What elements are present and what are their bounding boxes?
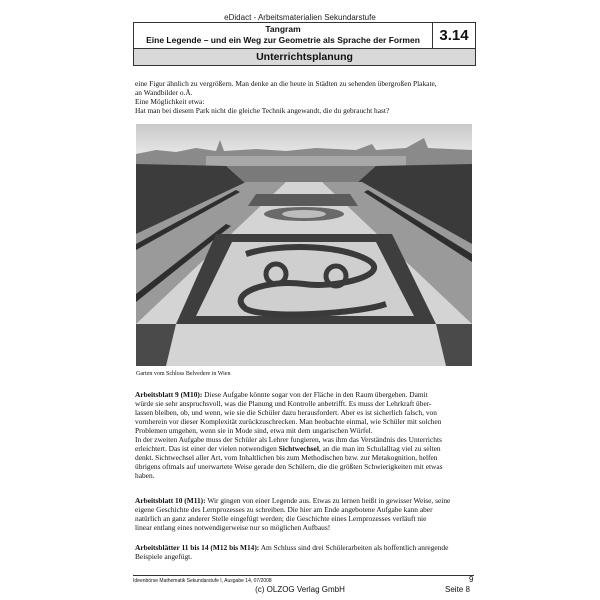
paragraph-line: würde sie sehr anspruchsvoll, was die Planung und Kontrolle anbetrifft. Es muss der Lehrkraft über- [135,399,432,408]
paragraph-label: Arbeitsblätter 11 bis 14 (M12 bis M14): [135,543,260,552]
paragraph-line: linear entlang eines notwendigerweise nur so möglichen Aufbaus! [135,523,331,532]
chapter-number: 3.14 [432,23,475,48]
emphasis-term: Sichtwechsel [278,444,319,453]
belvedere-garden-photo [136,124,472,366]
header-title [134,23,432,48]
intro-line: Hat man bei diesem Park nicht die gleiche Technik angewandt, die du gebraucht hast? [135,106,390,115]
paragraph-line: eigene Geschichte des Lernprozesses zu schreiben. Die hier am Ende angebotene Aufgabe kann aber [135,505,433,514]
paragraph-arbeitsblatt-9 [135,390,475,480]
paragraph-line: übrigens oftmals auf unerwartete Weise gerade den Schülern, die die größten Schwierigkeiten mit etwas [135,462,443,471]
intro-line: an Wandbilder o.Ä. [135,88,193,97]
paragraph-text: Wir gingen von einer Legende aus. Etwas zu lernen heißt in gewisser Weise, seine [205,496,451,505]
intro-paragraph [135,79,475,115]
header-title-line2: Eine Legende – und ein Weg zur Geometrie als Sprache der Formen [146,35,420,45]
paragraph-line: natürlich an ganz anderer Stelle eingefügt werden; die Geschichte eines Lernprozesses verläuft nie [135,514,427,523]
garden-illustration [136,124,472,366]
intro-line: eine Figur ähnlich zu vergrößern. Man denke an die heute in Städten zu sehenden übergroßen Plakate, [135,79,437,88]
site-banner: eDidact - Arbeitsmaterialien Sekundarstufe [224,13,376,22]
paragraph-line: denkt. Sichtwechsel aller Art, vom Inhaltlichen bis zum Methodischen bzw. zur Metakognition, helfen [135,453,438,462]
footer-source: Ideenbörse Mathematik Sekundarstufe I, Ausgabe 14, 07/2008 [133,578,272,584]
paragraph-arbeitsblatt-10 [135,496,475,532]
paragraph-line: In der zweiten Aufgabe muss der Schüler als Lehrer fungieren, was ihm das Verständnis des Unterrichts [135,435,442,444]
paragraph-label: Arbeitsblatt 10 (M11): [135,496,206,505]
paragraph-line: vornherein vor dieser Komplexität zurückzuschrecken. Man beobachte einmal, wie Schüler mit solchen [135,417,442,426]
footer-divider [133,575,474,576]
paragraph-line: Problemen umgehen, wenn sie in Mode sind, etwa mit dem ungarischen Würfel. [135,426,373,435]
paragraph-text: Am Schluss sind drei Schülerarbeiten als hoffentlich anregende [259,543,449,552]
paragraph-line: haben. [135,471,155,480]
footer-seite: Seite 8 [445,585,470,594]
paragraph-label: Arbeitsblatt 9 (M10): [135,390,203,399]
footer-page-number: 9 [469,575,474,584]
photo-caption: Garten vom Schloss Belvedere in Wien [136,371,231,377]
worksheet-header [133,22,476,49]
header-title-line1: Tangram [265,24,301,34]
section-title: Unterrichtsplanung [133,48,476,66]
paragraph-text: , an die man im Schulalltag viel zu selten [318,444,441,453]
paragraph-line: lassen bleiben, ob, und wenn, wie sie die Schüler dazu herausfordert. Aber es ist sicherlich falsch, von [135,408,437,417]
paragraph-arbeitsblaetter-11-14 [135,543,475,561]
paragraph-text: Diese Aufgabe könnte sogar von der Fläche in den Raum übergehen. Damit [202,390,428,399]
footer-publisher: (c) OLZOG Verlag GmbH [255,585,345,594]
intro-line: Eine Möglichkeit etwa: [135,97,205,106]
paragraph-line: Beispiele angefügt. [135,552,193,561]
paragraph-text: erleichtert. Das ist einer der vielen notwendigen [135,444,279,453]
